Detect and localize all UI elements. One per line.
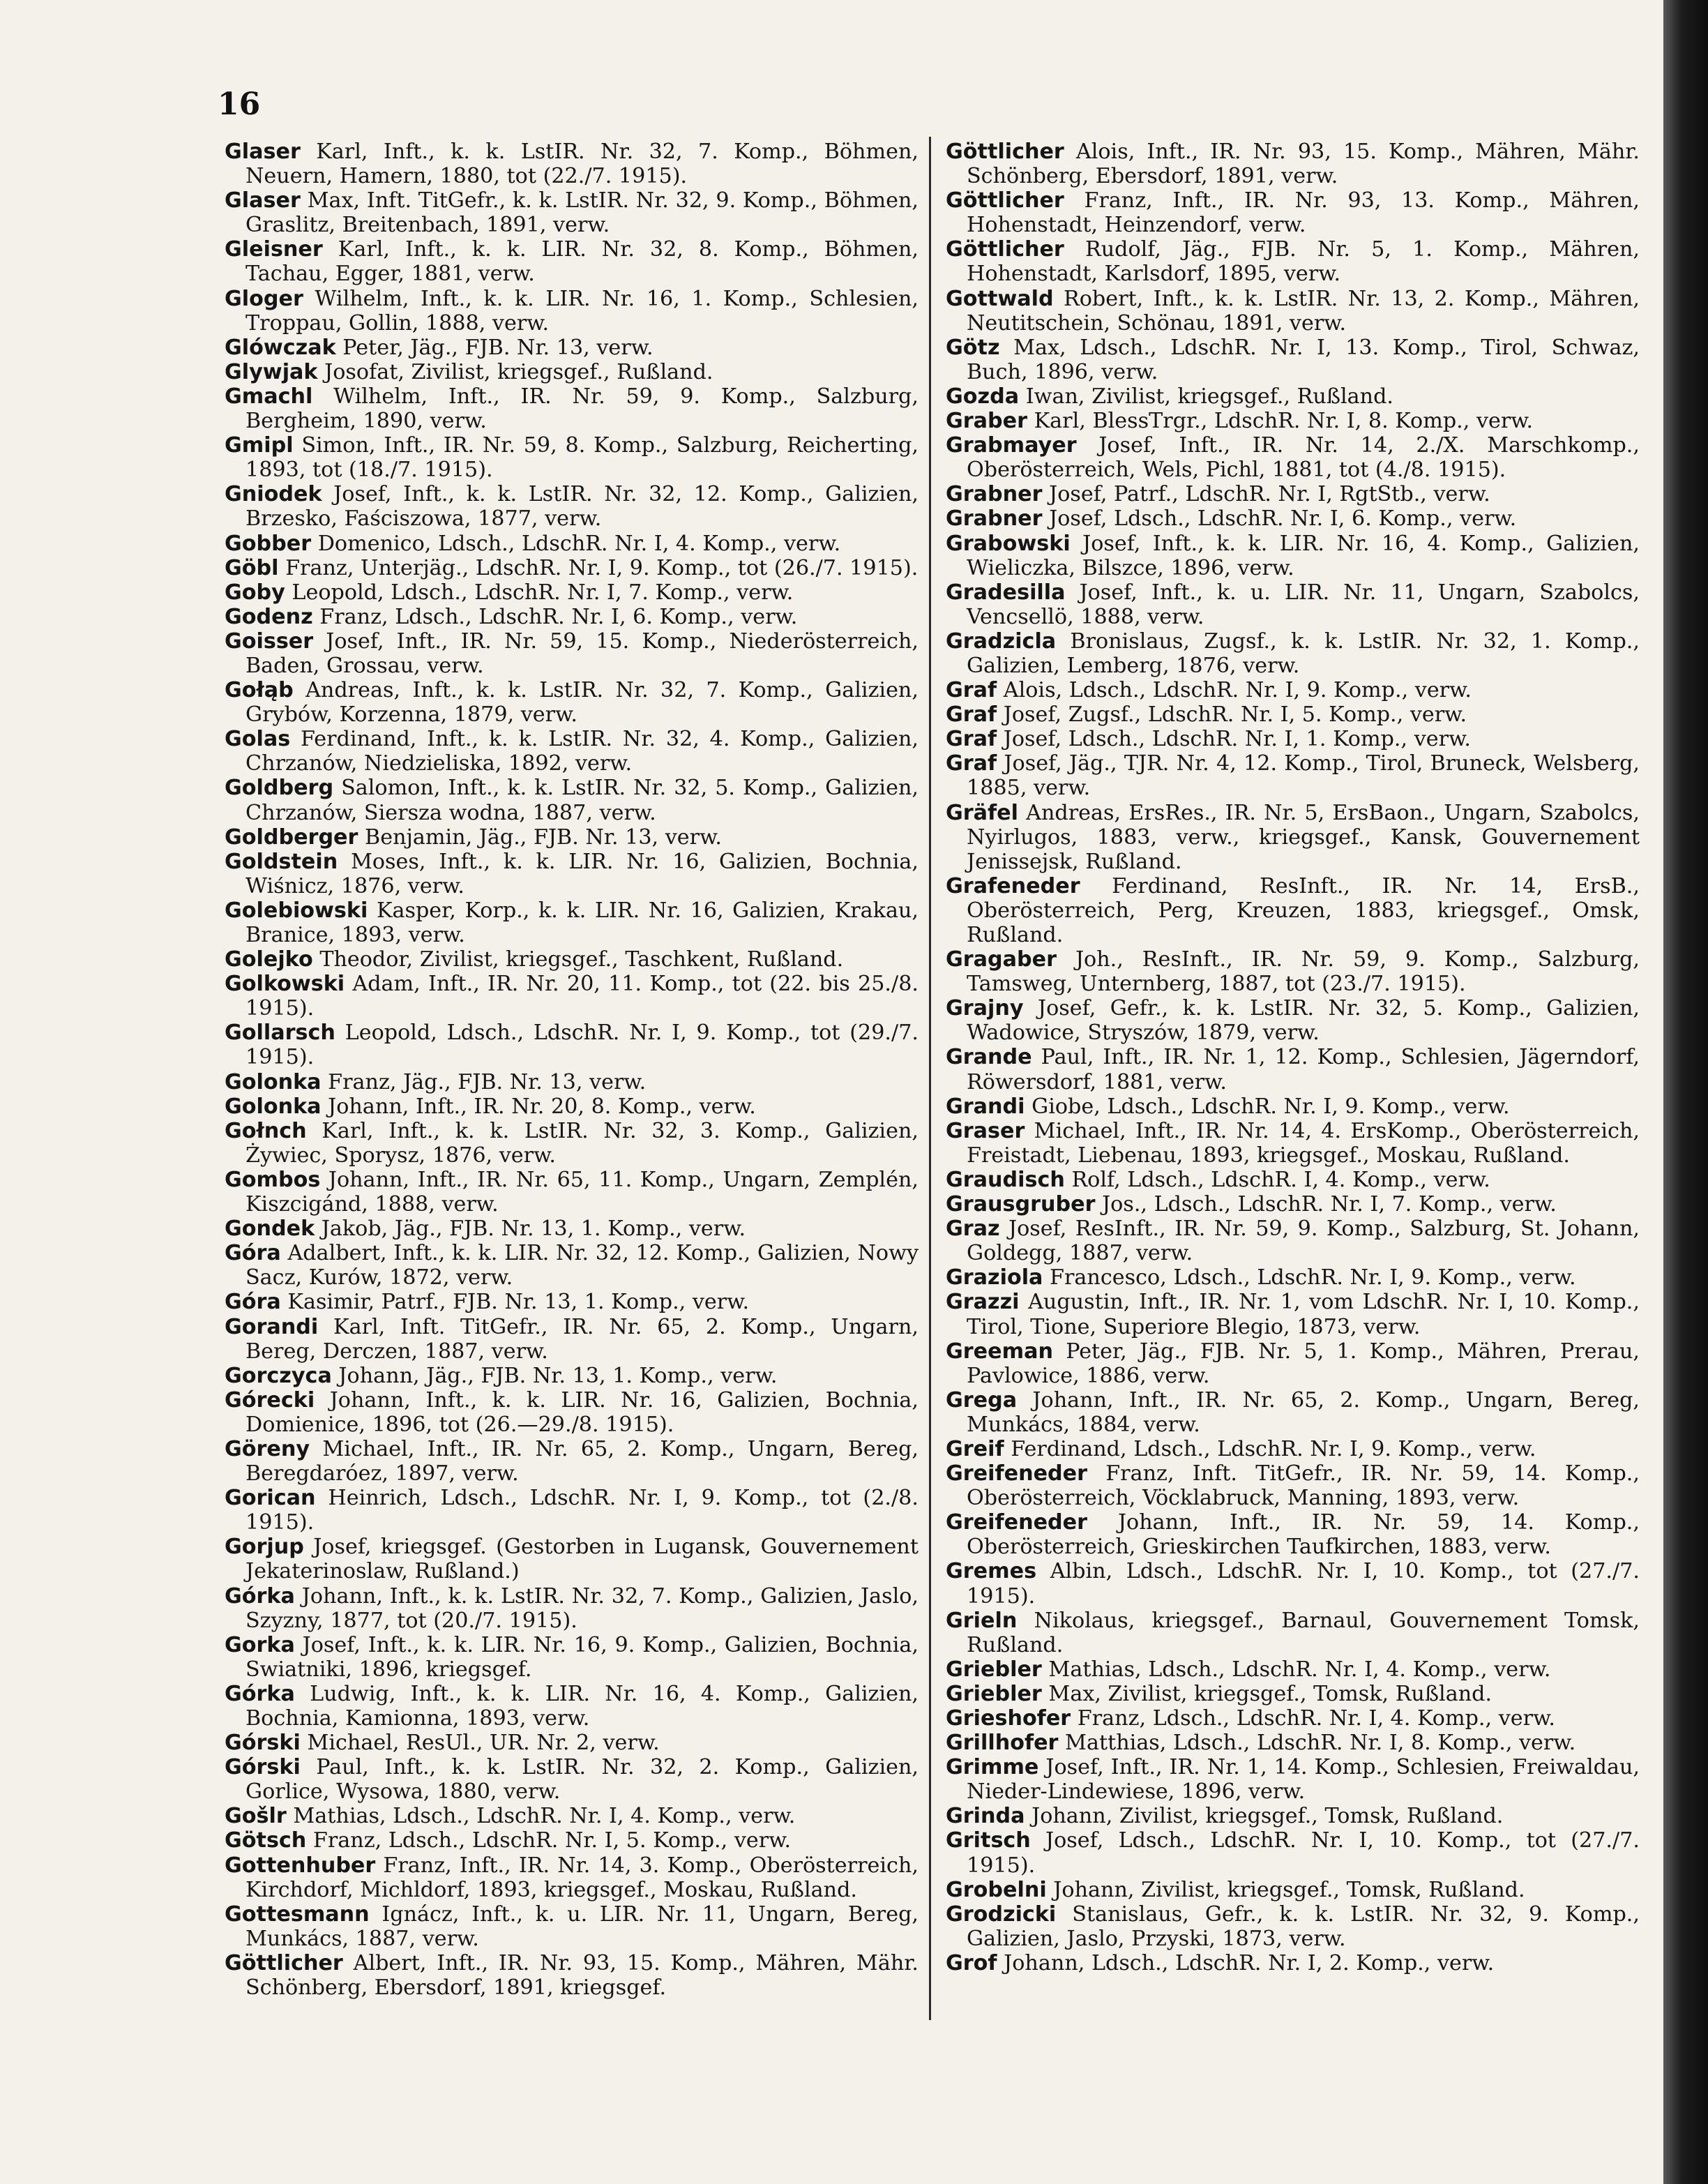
entry-details: Benjamin, Jäg., FJB. Nr. 13, verw. [365, 824, 722, 850]
entry-surname: Graf [946, 751, 997, 776]
entry-surname: Grillhofer [946, 1731, 1059, 1756]
list-entry [946, 1609, 1640, 1657]
list-entry [946, 801, 1640, 874]
list-entry [946, 1119, 1640, 1168]
entry-details: Johann, Inft., IR. Nr. 65, 11. Komp., Ungarn, Zemplén, Kiszcigánd, 1888, verw. [245, 1167, 919, 1217]
entry-surname: Gottwald [946, 286, 1054, 311]
list-entry [225, 1364, 919, 1388]
entry-surname: Graf [946, 702, 997, 728]
entry-details: Peter, Jäg., FJB. Nr. 13, verw. [342, 335, 653, 360]
entry-details: Josef, kriegsgef. (Gestorben in Lugansk, Gouvernement Jekaterinoslaw, Rußland.) [245, 1535, 919, 1584]
list-entry [225, 1437, 919, 1486]
list-entry [946, 1657, 1640, 1682]
list-entry [225, 140, 919, 188]
list-entry [946, 1461, 1640, 1510]
list-entry [946, 1290, 1640, 1339]
entry-surname: Gmachl [225, 384, 313, 409]
list-entry [225, 1633, 919, 1682]
entry-details: Franz, Ldsch., LdschR. Nr. I, 6. Komp., verw. [319, 604, 798, 629]
entry-surname: Gorczyca [225, 1363, 332, 1388]
entry-details: Matthias, Ldsch., LdschR. Nr. I, 8. Komp., verw. [1065, 1731, 1576, 1756]
list-entry [946, 1559, 1640, 1608]
entry-details: Theodor, Zivilist, kriegsgef., Taschkent, Rußland. [319, 947, 844, 972]
entry-details: Ferdinand, ResInft., IR. Nr. 14, ErsB., Oberösterreich, Perg, Kreuzen, 1883, kriegsgef., Omsk, Rußland. [967, 873, 1640, 947]
entry-details: Franz, Inft., IR. Nr. 93, 13. Komp., Mähren, Hohenstadt, Heinzendorf, verw. [967, 188, 1640, 238]
entry-surname: Górski [225, 1755, 301, 1780]
entry-details: Michael, Inft., IR. Nr. 65, 2. Komp., Ungarn, Bereg, Beregdaróez, 1897, verw. [245, 1436, 919, 1486]
entry-details: Josef, Gefr., k. k. LstIR. Nr. 32, 5. Komp., Galizien, Wadowice, Stryszów, 1879, verw. [967, 996, 1640, 1046]
list-entry [225, 1290, 919, 1314]
entry-surname: Golejko [225, 947, 313, 972]
entry-details: Johann, Inft., k. k. LIR. Nr. 16, Galizien, Bochnia, Domienice, 1896, tot (26.—29./8. 1915). [245, 1387, 919, 1437]
entry-surname: Grabmayer [946, 433, 1077, 458]
list-entry [225, 1094, 919, 1119]
entry-surname: Godenz [225, 604, 313, 629]
entry-details: Josef, Inft., k. u. LIR. Nr. 11, Ungarn, Szabolcs, Vencsellö, 1888, verw. [967, 580, 1640, 629]
list-entry [225, 336, 919, 360]
entry-surname: Glówczak [225, 335, 336, 360]
list-entry [225, 1388, 919, 1437]
list-entry [946, 409, 1640, 433]
entry-details: Josef, Inft., IR. Nr. 1, 14. Komp., Schlesien, Freiwaldau, Nieder-Lindewiese, 1896, verw. [967, 1755, 1640, 1805]
entry-details: Josef, Ldsch., LdschR. Nr. I, 6. Komp., verw. [1049, 506, 1517, 532]
entry-surname: Greifeneder [946, 1461, 1088, 1486]
entry-details: Rolf, Ldsch., LdschR. I, 4. Komp., verw. [1071, 1167, 1490, 1192]
entry-surname: Gobber [225, 531, 312, 556]
scan-edge [1663, 0, 1708, 2184]
entry-details: Andreas, Inft., k. k. LstIR. Nr. 32, 7. Komp., Galizien, Grybów, Korzenna, 1879, verw. [245, 678, 919, 728]
list-entry [946, 1731, 1640, 1755]
entry-details: Johann, Inft., IR. Nr. 59, 14. Komp., Oberösterreich, Grieskirchen Taufkirchen, 1883, verw. [967, 1510, 1640, 1560]
entry-surname: Glaser [225, 140, 301, 164]
entry-surname: Grimme [946, 1755, 1039, 1780]
entry-details: Joh., ResInft., IR. Nr. 59, 9. Komp., Salzburg, Tamsweg, Unternberg, 1887, tot (23./7. 1915). [967, 947, 1640, 997]
entry-details: Salomon, Inft., k. k. LstIR. Nr. 32, 5. Komp., Galizien, Chrzanów, Siersza wodna, 1887, verw. [245, 776, 919, 825]
column-divider [929, 137, 931, 2020]
list-entry [225, 360, 919, 384]
list-entry [946, 1217, 1640, 1265]
list-entry [946, 580, 1640, 629]
entry-surname: Górka [225, 1681, 295, 1706]
page-number: 16 [218, 86, 261, 122]
entry-surname: Gottenhuber [225, 1853, 376, 1878]
entry-details: Michael, ResUl., UR. Nr. 2, verw. [307, 1731, 660, 1756]
entry-surname: Goldstein [225, 849, 338, 874]
list-entry [225, 580, 919, 605]
entry-details: Josofat, Zivilist, kriegsgef., Rußland. [324, 359, 713, 384]
entry-surname: Grinda [946, 1804, 1025, 1829]
entry-details: Josef, Inft., k. k. LIR. Nr. 16, 9. Komp., Galizien, Bochnia, Swiatniki, 1896, kriegsgef. [245, 1632, 919, 1682]
entry-details: Paul, Inft., IR. Nr. 1, 12. Komp., Schlesien, Jägerndorf, Röwersdorf, 1881, verw. [967, 1045, 1640, 1094]
entry-surname: Graziola [946, 1265, 1043, 1290]
entry-surname: Goldberg [225, 776, 334, 801]
list-entry [225, 433, 919, 482]
list-entry [946, 874, 1640, 947]
list-entry [946, 996, 1640, 1045]
left-column [225, 140, 919, 2000]
entry-surname: Grodzicki [946, 1901, 1057, 1927]
list-entry [946, 702, 1640, 727]
entry-surname: Göttlicher [225, 1950, 343, 1975]
list-entry [946, 1168, 1640, 1192]
list-entry [946, 237, 1640, 286]
entry-details: Iwan, Zivilist, kriegsgef., Rußland. [1025, 384, 1394, 409]
entry-surname: Gorican [225, 1486, 316, 1511]
list-entry [946, 384, 1640, 409]
entry-details: Johann, Zivilist, kriegsgef., Tomsk, Rußland. [1031, 1804, 1504, 1829]
entry-surname: Gombos [225, 1167, 321, 1192]
list-entry [225, 188, 919, 237]
entry-details: Karl, Inft., k. k. LIR. Nr. 32, 8. Komp., Böhmen, Tachau, Egger, 1881, verw. [245, 237, 919, 287]
list-entry [225, 1535, 919, 1583]
entry-surname: Golonka [225, 1094, 322, 1119]
entry-details: Josef, Jäg., TJR. Nr. 4, 12. Komp., Tirol, Bruneck, Welsberg, 1885, verw. [967, 751, 1640, 801]
entry-surname: Graser [946, 1118, 1025, 1143]
list-entry [225, 972, 919, 1021]
entry-details: Franz, Inft., IR. Nr. 14, 3. Komp., Oberösterreich, Kirchdorf, Michldorf, 1893, kriegsgef., Moskau, Rußland. [245, 1853, 919, 1902]
entry-surname: Goldberger [225, 824, 358, 850]
list-entry [225, 1021, 919, 1069]
list-entry [225, 1755, 919, 1804]
entry-surname: Gritsch [946, 1828, 1031, 1853]
list-entry [225, 287, 919, 336]
entry-details: Max, Inft. TitGefr., k. k. LstIR. Nr. 32, 9. Komp., Böhmen, Graslitz, Breitenbach, 1891, verw. [245, 188, 919, 238]
list-entry [225, 556, 919, 580]
list-entry [946, 1878, 1640, 1902]
entry-surname: Graf [946, 727, 997, 752]
entry-surname: Gmipl [225, 433, 294, 458]
entry-details: Peter, Jäg., FJB. Nr. 5, 1. Komp., Mähren, Prerau, Pavlowice, 1886, verw. [967, 1339, 1640, 1388]
list-entry [946, 1902, 1640, 1951]
entry-details: Max, Zivilist, kriegsgef., Tomsk, Rußland. [1048, 1681, 1492, 1706]
list-entry [225, 1486, 919, 1535]
entry-details: Josef, Inft., IR. Nr. 14, 2./X. Marschkomp., Oberösterreich, Wels, Pichl, 1881, tot (4./8. 1915). [967, 433, 1640, 483]
list-entry [225, 1584, 919, 1633]
entry-details: Robert, Inft., k. k. LstIR. Nr. 13, 2. Komp., Mähren, Neutitschein, Schönau, 1891, verw. [967, 286, 1640, 336]
entry-surname: Greeman [946, 1339, 1053, 1364]
list-entry [946, 1510, 1640, 1559]
entry-surname: Góra [225, 1290, 281, 1315]
entry-details: Kasper, Korp., k. k. LIR. Nr. 16, Galizien, Krakau, Branice, 1893, verw. [245, 898, 919, 947]
entry-details: Augustin, Inft., IR. Nr. 1, vom LdschR. Nr. I, 10. Komp., Tirol, Tione, Superiore Blegio, 1873, verw. [967, 1290, 1640, 1339]
entry-surname: Götz [946, 335, 1000, 360]
entry-surname: Graz [946, 1217, 1000, 1242]
entry-surname: Golas [225, 727, 291, 752]
entry-details: Johann, Zivilist, kriegsgef., Tomsk, Rußland. [1053, 1877, 1525, 1902]
list-entry [946, 336, 1640, 384]
entry-surname: Graber [946, 409, 1028, 434]
list-entry [946, 1951, 1640, 1975]
entry-surname: Góra [225, 1241, 281, 1266]
entry-details: Karl, Inft., k. k. LstIR. Nr. 32, 3. Komp., Galizien, Żywiec, Sporysz, 1876, verw. [245, 1118, 919, 1168]
entry-surname: Grobelni [946, 1877, 1047, 1902]
entry-details: Moses, Inft., k. k. LIR. Nr. 16, Galizien, Bochnia, Wiśnicz, 1876, verw. [245, 849, 919, 898]
list-entry [946, 1339, 1640, 1388]
entry-details: Josef, ResInft., IR. Nr. 59, 9. Komp., Salzburg, St. Johann, Goldegg, 1887, verw. [967, 1217, 1640, 1266]
list-entry [946, 287, 1640, 336]
entry-details: Karl, Inft., k. k. LstIR. Nr. 32, 7. Komp., Böhmen, Neuern, Hamern, 1880, tot (22./7. 1915). [245, 140, 919, 189]
entry-surname: Grega [946, 1387, 1018, 1413]
entry-details: Josef, Zugsf., LdschR. Nr. I, 5. Komp., verw. [1003, 702, 1467, 728]
list-entry [225, 1315, 919, 1364]
list-entry [946, 506, 1640, 531]
entry-surname: Göttlicher [946, 188, 1064, 213]
entry-details: Michael, Inft., IR. Nr. 14, 4. ErsKomp., Oberösterreich, Freistadt, Liebenau, 1893, kriegsgef., Moskau, Rußland. [967, 1118, 1640, 1168]
entry-surname: Gniodek [225, 482, 322, 507]
entry-surname: Graudisch [946, 1167, 1065, 1192]
entry-details: Johann, Ldsch., LdschR. Nr. I, 2. Komp., verw. [1004, 1950, 1495, 1975]
entry-surname: Grieshofer [946, 1706, 1071, 1731]
entry-surname: Gołąb [225, 678, 294, 703]
entry-surname: Griebler [946, 1681, 1042, 1706]
entry-details: Josef, Inft., k. k. LstIR. Nr. 32, 12. Komp., Galizien, Brzesko, Faściszowa, 1877, verw. [245, 482, 919, 532]
entry-details: Jakob, Jäg., FJB. Nr. 13, 1. Komp., verw. [321, 1217, 746, 1242]
list-entry [946, 1706, 1640, 1731]
entry-surname: Gorjup [225, 1535, 304, 1560]
list-entry [946, 1437, 1640, 1461]
entry-details: Paul, Inft., k. k. LstIR. Nr. 32, 2. Komp., Galizien, Gorlice, Wysowa, 1880, verw. [245, 1755, 919, 1805]
entry-surname: Grandi [946, 1094, 1025, 1119]
entry-surname: Gradesilla [946, 580, 1066, 605]
list-entry [225, 678, 919, 727]
entry-surname: Grabner [946, 482, 1043, 507]
entry-details: Wilhelm, Inft., IR. Nr. 59, 9. Komp., Salzburg, Bergheim, 1890, verw. [245, 384, 919, 434]
entry-details: Franz, Ldsch., LdschR. Nr. I, 4. Komp., verw. [1077, 1706, 1555, 1731]
entry-details: Mathias, Ldsch., LdschR. Nr. I, 4. Komp., verw. [293, 1804, 796, 1829]
entry-details: Johann, Inft., IR. Nr. 65, 2. Komp., Ungarn, Bereg, Munkács, 1884, verw. [967, 1387, 1640, 1437]
list-entry [946, 482, 1640, 506]
list-entry [225, 1119, 919, 1168]
entry-surname: Grazzi [946, 1290, 1020, 1315]
right-column [946, 140, 1640, 1975]
list-entry [225, 898, 919, 947]
entry-surname: Górka [225, 1583, 295, 1609]
entry-surname: Göreny [225, 1436, 310, 1461]
list-entry [946, 1755, 1640, 1804]
list-entry [225, 1241, 919, 1290]
list-entry [225, 1168, 919, 1217]
list-entry [225, 947, 919, 972]
entry-details: Leopold, Ldsch., LdschR. Nr. I, 7. Komp., verw. [292, 580, 794, 605]
entry-details: Alois, Ldsch., LdschR. Nr. I, 9. Komp., verw. [1003, 678, 1472, 703]
entry-details: Ferdinand, Ldsch., LdschR. Nr. I, 9. Komp., verw. [1011, 1436, 1536, 1461]
list-entry [225, 1828, 919, 1853]
list-entry [946, 947, 1640, 996]
list-entry [946, 751, 1640, 800]
entry-details: Max, Ldsch., LdschR. Nr. I, 13. Komp., Tirol, Schwaz, Buch, 1896, verw. [967, 335, 1640, 384]
list-entry [946, 433, 1640, 482]
entry-details: Giobe, Ldsch., LdschR. Nr. I, 9. Komp., verw. [1031, 1094, 1510, 1119]
entry-surname: Greif [946, 1436, 1004, 1461]
entry-surname: Greifeneder [946, 1510, 1088, 1535]
entry-surname: Grabner [946, 506, 1043, 532]
entry-details: Kasimir, Patrf., FJB. Nr. 13, 1. Komp., verw. [287, 1290, 750, 1315]
list-entry [946, 1192, 1640, 1217]
entry-details: Francesco, Ldsch., LdschR. Nr. I, 9. Komp., verw. [1050, 1265, 1576, 1290]
entry-surname: Gołnch [225, 1118, 307, 1143]
entry-surname: Grande [946, 1045, 1032, 1070]
entry-details: Wilhelm, Inft., k. k. LIR. Nr. 16, 1. Komp., Schlesien, Troppau, Gollin, 1888, verw. [245, 286, 919, 336]
list-entry [946, 1094, 1640, 1119]
list-entry [946, 1804, 1640, 1828]
entry-details: Josef, Inft., IR. Nr. 59, 15. Komp., Niederösterreich, Baden, Grossau, verw. [245, 628, 919, 678]
entry-details: Johann, Inft., IR. Nr. 20, 8. Komp., verw. [328, 1094, 756, 1119]
entry-details: Albert, Inft., IR. Nr. 93, 15. Komp., Mähren, Mähr. Schönberg, Ebersdorf, 1891, kriegsgef. [245, 1950, 919, 2001]
entry-details: Leopold, Ldsch., LdschR. Nr. I, 9. Komp., tot (29./7. 1915). [245, 1021, 919, 1070]
entry-surname: Göbl [225, 555, 279, 580]
list-entry [225, 776, 919, 824]
entry-details: Josef, Inft., k. k. LIR. Nr. 16, 4. Komp., Galizien, Wieliczka, Bilszce, 1896, verw. [967, 531, 1640, 580]
entry-details: Franz, Jäg., FJB. Nr. 13, verw. [328, 1069, 647, 1094]
list-entry [946, 1045, 1640, 1094]
list-entry [225, 482, 919, 531]
entry-details: Albin, Ldsch., LdschR. Nr. I, 10. Komp., tot (27./7. 1915). [967, 1559, 1640, 1609]
entry-surname: Gradzicla [946, 628, 1057, 654]
entry-details: Franz, Ldsch., LdschR. Nr. I, 5. Komp., verw. [312, 1828, 792, 1853]
entry-surname: Gottesmann [225, 1901, 370, 1927]
entry-details: Simon, Inft., IR. Nr. 59, 8. Komp., Salzburg, Reicherting, 1893, tot (18./7. 1915). [245, 433, 919, 483]
entry-surname: Grausgruber [946, 1192, 1096, 1217]
entry-surname: Golebiowski [225, 898, 368, 923]
list-entry [946, 1388, 1640, 1437]
entry-details: Heinrich, Ldsch., LdschR. Nr. I, 9. Komp., tot (2./8. 1915). [245, 1486, 919, 1535]
entry-details: Franz, Unterjäg., LdschR. Nr. I, 9. Komp., tot (26./7. 1915). [285, 555, 919, 580]
entry-surname: Göttlicher [946, 237, 1064, 262]
entry-details: Bronislaus, Zugsf., k. k. LstIR. Nr. 32, 1. Komp., Galizien, Lemberg, 1876, verw. [967, 628, 1640, 678]
list-entry [946, 1682, 1640, 1706]
entry-surname: Grof [946, 1950, 997, 1975]
list-entry [225, 629, 919, 678]
entry-details: Jos., Ldsch., LdschR. Nr. I, 7. Komp., verw. [1102, 1192, 1557, 1217]
entry-surname: Graf [946, 678, 997, 703]
entry-details: Rudolf, Jäg., FJB. Nr. 5, 1. Komp., Mähren, Hohenstadt, Karlsdorf, 1895, verw. [967, 237, 1640, 287]
entry-surname: Gloger [225, 286, 303, 311]
list-entry [225, 1217, 919, 1241]
entry-surname: Göttlicher [946, 140, 1064, 164]
entry-surname: Gorandi [225, 1314, 319, 1339]
entry-details: Stanislaus, Gefr., k. k. LstIR. Nr. 32, 9. Komp., Galizien, Jaslo, Przyski, 1873, verw. [967, 1901, 1640, 1951]
list-entry [225, 1804, 919, 1828]
entry-surname: Golkowski [225, 972, 345, 997]
entry-details: Josef, Ldsch., LdschR. Nr. I, 1. Komp., verw. [1003, 727, 1471, 752]
list-entry [225, 1070, 919, 1094]
entry-surname: Goby [225, 580, 285, 605]
entry-surname: Goisser [225, 628, 314, 654]
entry-details: Franz, Inft. TitGefr., IR. Nr. 59, 14. Komp., Oberösterreich, Vöcklabruck, Manning, 1893, verw. [967, 1461, 1640, 1511]
entry-surname: Gollarsch [225, 1021, 335, 1046]
entry-details: Andreas, ErsRes., IR. Nr. 5, ErsBaon., Ungarn, Szabolcs, Nyirlugos, 1883, verw., kriegsgef., Kansk, Gouvernement Jenissejsk, Rußland. [967, 800, 1640, 874]
list-entry [225, 727, 919, 776]
entry-surname: Götsch [225, 1828, 307, 1853]
list-entry [946, 1828, 1640, 1877]
list-entry [225, 605, 919, 629]
entry-surname: Górecki [225, 1387, 315, 1413]
list-entry [225, 825, 919, 850]
entry-surname: Glaser [225, 188, 301, 213]
list-entry [946, 727, 1640, 751]
entry-details: Johann, Jäg., FJB. Nr. 13, 1. Komp., verw. [338, 1363, 778, 1388]
entry-surname: Grajny [946, 996, 1024, 1021]
entry-details: Karl, BlessTrgr., LdschR. Nr. I, 8. Komp., verw. [1034, 409, 1534, 434]
list-entry [946, 532, 1640, 580]
list-entry [946, 140, 1640, 188]
entry-surname: Gremes [946, 1559, 1037, 1584]
list-entry [946, 188, 1640, 237]
list-entry [225, 1731, 919, 1755]
list-entry [946, 1265, 1640, 1290]
entry-surname: Grabowski [946, 531, 1071, 556]
list-entry [225, 1902, 919, 1951]
entry-surname: Gorka [225, 1632, 295, 1657]
entry-details: Adam, Inft., IR. Nr. 20, 11. Komp., tot (22. bis 25./8. 1915). [245, 972, 919, 1021]
entry-details: Ludwig, Inft., k. k. LIR. Nr. 16, 4. Komp., Galizien, Bochnia, Kamionna, 1893, verw. [245, 1681, 919, 1731]
entry-surname: Gragaber [946, 947, 1057, 972]
entry-details: Ferdinand, Inft., k. k. LstIR. Nr. 32, 4. Komp., Galizien, Chrzanów, Niedzieliska, 1892, verw. [245, 727, 919, 776]
entry-surname: Górski [225, 1731, 301, 1756]
list-entry [225, 850, 919, 898]
entry-details: Karl, Inft. TitGefr., IR. Nr. 65, 2. Komp., Ungarn, Bereg, Derczen, 1887, verw. [245, 1314, 919, 1364]
entry-surname: Gondek [225, 1217, 315, 1242]
entry-details: Josef, Patrf., LdschR. Nr. I, RgtStb., verw. [1049, 482, 1490, 507]
entry-details: Adalbert, Inft., k. k. LIR. Nr. 32, 12. Komp., Galizien, Nowy Sacz, Kurów, 1872, verw. [245, 1241, 919, 1290]
entry-details: Mathias, Ldsch., LdschR. Nr. I, 4. Komp., verw. [1048, 1657, 1551, 1682]
entry-surname: Gozda [946, 384, 1020, 409]
entry-details: Ignácz, Inft., k. u. LIR. Nr. 11, Ungarn, Bereg, Munkács, 1887, verw. [245, 1901, 919, 1951]
list-entry [225, 384, 919, 433]
entry-details: Nikolaus, kriegsgef., Barnaul, Gouvernement Tomsk, Rußland. [967, 1608, 1640, 1657]
entry-details: Johann, Inft., k. k. LstIR. Nr. 32, 7. Komp., Galizien, Jaslo, Szyzny, 1877, tot (20./7. 1915). [245, 1583, 919, 1633]
list-entry [225, 532, 919, 556]
entry-details: Josef, Ldsch., LdschR. Nr. I, 10. Komp., tot (27./7. 1915). [967, 1828, 1640, 1878]
list-entry [225, 237, 919, 286]
entry-surname: Gošlr [225, 1804, 287, 1829]
entry-surname: Glywjak [225, 359, 318, 384]
entry-surname: Golonka [225, 1069, 322, 1094]
list-entry [225, 1951, 919, 2000]
entry-surname: Grieln [946, 1608, 1018, 1633]
entry-surname: Griebler [946, 1657, 1042, 1682]
entry-surname: Gleisner [225, 237, 323, 262]
list-entry [225, 1682, 919, 1731]
list-entry [946, 678, 1640, 702]
entry-details: Domenico, Ldsch., LdschR. Nr. I, 4. Komp., verw. [317, 531, 841, 556]
entry-surname: Gräfel [946, 800, 1018, 825]
list-entry [946, 629, 1640, 678]
list-entry [225, 1853, 919, 1902]
entry-surname: Grafeneder [946, 873, 1080, 898]
entry-details: Alois, Inft., IR. Nr. 93, 15. Komp., Mähren, Mähr. Schönberg, Ebersdorf, 1891, verw. [967, 140, 1640, 189]
